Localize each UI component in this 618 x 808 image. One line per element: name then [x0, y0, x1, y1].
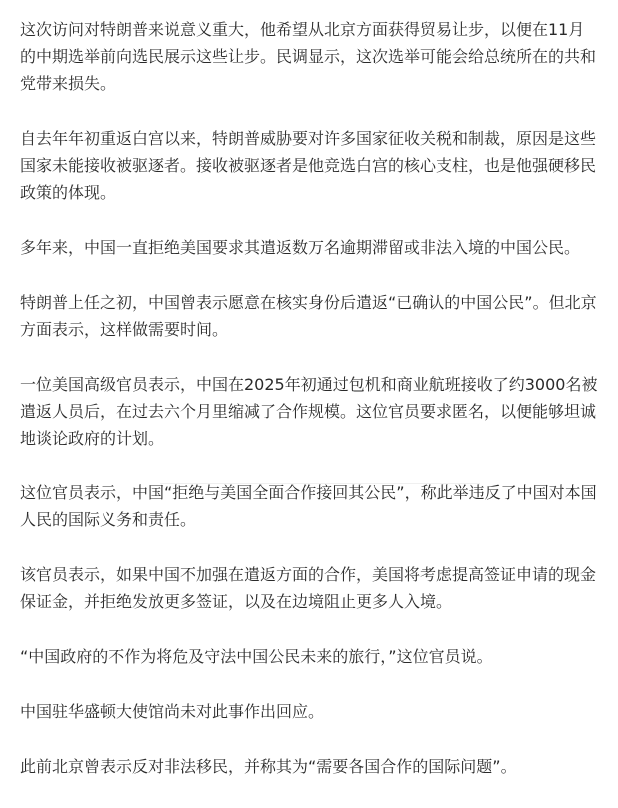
section-divider: [160, 483, 480, 484]
paragraph-7: 该官员表示，如果中国不加强在遣返方面的合作，美国将考虑提高签证申请的现金保证金，并拒绝发放更多签证，以及在边境阻止更多人入境。: [20, 565, 597, 611]
paragraph-3: 多年来，中国一直拒绝美国要求其遣返数万名逾期滞留或非法入境的中国公民。: [20, 238, 581, 257]
paragraph-8: “中国政府的不作为将危及守法中国公民未来的旅行，”这位官员说。: [20, 647, 493, 666]
paragraph-5: 一位美国高级官员表示，中国在2025年初通过包机和商业航班接收了约3000名被遣返人员后，在过去六个月里缩减了合作规模。这位官员要求匿名，以便能够坦诚地谈论政府的计划。: [20, 375, 598, 448]
paragraph-10: 此前北京曾表示反对非法移民，并称其为“需要各国合作的国际问题”。: [20, 757, 517, 776]
paragraph-9: 中国驻华盛顿大使馆尚未对此事作出回应。: [20, 702, 325, 721]
paragraph-6: 这位官员表示，中国“拒绝与美国全面合作接回其公民”，称此举违反了中国对本国人民的国际义务和责任。: [20, 483, 597, 529]
paragraph-4: 特朗普上任之初，中国曾表示愿意在核实身份后遣返“已确认的中国公民”。但北京方面表示，这样做需要时间。: [20, 293, 597, 339]
paragraph-1: 这次访问对特朗普来说意义重大，他希望从北京方面获得贸易让步，以便在11月的中期选举前向选民展示这些让步。民调显示，这次选举可能会给总统所在的共和党带来损失。: [20, 20, 597, 93]
paragraph-2: 自去年年初重返白宫以来，特朗普威胁要对许多国家征收关税和制裁，原因是这些国家未能接收被驱逐者。接收被驱逐者是他竞选白宫的核心支柱，也是他强硬移民政策的体现。: [20, 129, 597, 202]
article-body: [20, 16, 600, 808]
